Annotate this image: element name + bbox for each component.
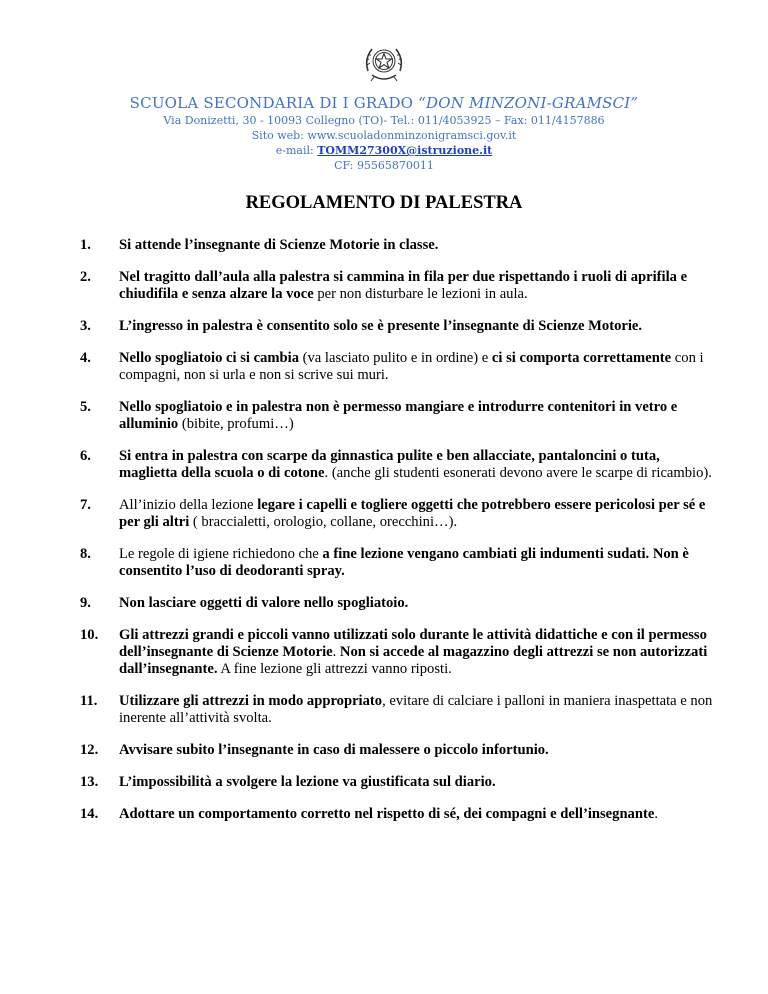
- rule-text: [119, 448, 712, 481]
- rule-text-part: ( braccialetti, orologio, collane, orecchini…).: [189, 514, 458, 530]
- rules-list: [80, 237, 720, 838]
- rule-number: 3.: [80, 318, 91, 334]
- rule-text: [119, 627, 707, 677]
- rule-item: [80, 774, 720, 791]
- rule-text-part: . (anche gli studenti esonerati devono avere le scarpe di ricambio).: [324, 465, 712, 481]
- rule-number: 13.: [80, 774, 99, 790]
- rule-text-part: Gli attrezzi grandi e piccoli vanno utilizzati solo durante le attività didattiche e con il permesso dell’insegnante di Scienze Motorie: [119, 627, 707, 660]
- rule-text-part: A fine lezione gli attrezzi vanno riposti.: [217, 661, 452, 677]
- rule-text-part: Non lasciare oggetti di valore nello spogliatoio.: [119, 595, 409, 611]
- rule-text: [119, 546, 689, 579]
- rule-text-part: ci si comporta correttamente: [491, 350, 672, 366]
- rule-item: [80, 595, 720, 612]
- rule-text-part: (va lasciato pulito e in ordine) e: [299, 350, 492, 366]
- rule-text: [119, 237, 438, 253]
- rule-text-part: Nello spogliatoio e in palestra non è permesso mangiare e introdurre contenitori in vetro e alluminio: [119, 399, 678, 432]
- rule-text-part: Le regole di igiene richiedono che: [119, 546, 323, 562]
- rule-text-part: Non si accede al magazzino degli attrezzi se non autorizzati dall’insegnante.: [119, 644, 708, 677]
- rule-text-part: Nello spogliatoio ci si cambia: [119, 350, 299, 366]
- rule-item: [80, 399, 720, 433]
- rule-text: [119, 806, 658, 822]
- document-title: REGOLAMENTO DI PALESTRA: [245, 193, 523, 213]
- rule-number: 1.: [80, 237, 91, 253]
- rule-number: 10.: [80, 627, 99, 643]
- rule-item: [80, 448, 720, 482]
- italian-republic-emblem-icon: [362, 41, 406, 85]
- rule-text-part: legare i capelli e togliere oggetti che potrebbero essere pericolosi per sé e per gli altri: [119, 497, 706, 530]
- rule-text-part: (bibite, profumi…): [178, 416, 294, 432]
- rule-item: [80, 742, 720, 759]
- rule-text: [119, 497, 705, 530]
- rule-item: [80, 350, 720, 384]
- rule-item: [80, 497, 720, 531]
- rule-text-part: L’ingresso in palestra è consentito solo se è presente l’insegnante di Scienze Motorie.: [119, 318, 643, 334]
- rule-item: [80, 806, 720, 823]
- rule-item: [80, 627, 720, 678]
- rule-text-part: a fine lezione vengano cambiati gli indumenti sudati. Non è consentito l’uso di deodoranti spray.: [119, 546, 689, 579]
- school-name: SCUOLA SECONDARIA DI I GRADO “DON MINZONI-GRAMSCI”: [129, 94, 639, 112]
- rule-item: [80, 318, 720, 335]
- rule-number: 7.: [80, 497, 91, 513]
- rule-text: [119, 399, 677, 432]
- school-website: Sito web: www.scuoladonminzonigramsci.gov.it: [251, 129, 517, 142]
- rule-text-part: , evitare di calciare i palloni in maniera inaspettata e non inerente all’attività svolta.: [119, 693, 713, 726]
- rule-item: [80, 546, 720, 580]
- rule-item: [80, 693, 720, 727]
- rule-text-part: .: [654, 806, 658, 822]
- rule-text-part: Utilizzare gli attrezzi in modo appropriato: [119, 693, 383, 709]
- rule-text: [119, 269, 687, 302]
- rule-item: [80, 237, 720, 254]
- rule-number: 9.: [80, 595, 91, 611]
- rule-text-part: L’impossibilità a svolgere la lezione va giustificata sul diario.: [119, 774, 496, 790]
- email-link[interactable]: TOMM27300X@istruzione.it: [317, 144, 493, 157]
- rule-text-part: .: [332, 644, 340, 660]
- rule-number: 14.: [80, 806, 99, 822]
- rule-text-part: per non disturbare le lezioni in aula.: [313, 286, 528, 302]
- rule-number: 2.: [80, 269, 91, 285]
- rule-text-part: con i compagni, non si urla e non si scrive sui muri.: [119, 350, 704, 383]
- rule-text: [119, 318, 642, 334]
- rule-number: 8.: [80, 546, 91, 562]
- rule-text: [119, 693, 712, 726]
- school-address: Via Donizetti, 30 - 10093 Collegno (TO)- Tel.: 011/4053925 – Fax: 011/4157886: [163, 114, 605, 127]
- rule-text: [119, 742, 549, 758]
- rule-text-part: Adottare un comportamento corretto nel rispetto di sé, dei compagni e dell’insegnante: [119, 806, 655, 822]
- school-header: [0, 93, 768, 173]
- rule-text: [119, 595, 408, 611]
- rule-text: [119, 774, 496, 790]
- rule-text-part: Si attende l’insegnante di Scienze Motorie in classe.: [119, 237, 439, 253]
- rule-text-part: Avvisare subito l’insegnante in caso di malessere o piccolo infortunio.: [119, 742, 549, 758]
- school-email: e-mail: TOMM27300X@istruzione.it: [275, 144, 493, 157]
- rule-item: [80, 269, 720, 303]
- rule-text-part: Si entra in palestra con scarpe da ginnastica pulite e ben allacciate, pantaloncini o tuta, maglietta della scuola o di cotone: [119, 448, 660, 481]
- rule-number: 5.: [80, 399, 91, 415]
- school-cf: CF: 95565870011: [334, 159, 434, 172]
- rule-number: 6.: [80, 448, 91, 464]
- rule-number: 11.: [80, 693, 98, 709]
- rule-number: 12.: [80, 742, 99, 758]
- rule-text-part: All’inizio della lezione: [119, 497, 258, 513]
- rule-text-part: Nel tragitto dall’aula alla palestra si cammina in fila per due rispettando i ruoli di aprifila e chiudifila e senza alzare la voce: [119, 269, 688, 302]
- rule-text: [119, 350, 704, 383]
- rule-number: 4.: [80, 350, 91, 366]
